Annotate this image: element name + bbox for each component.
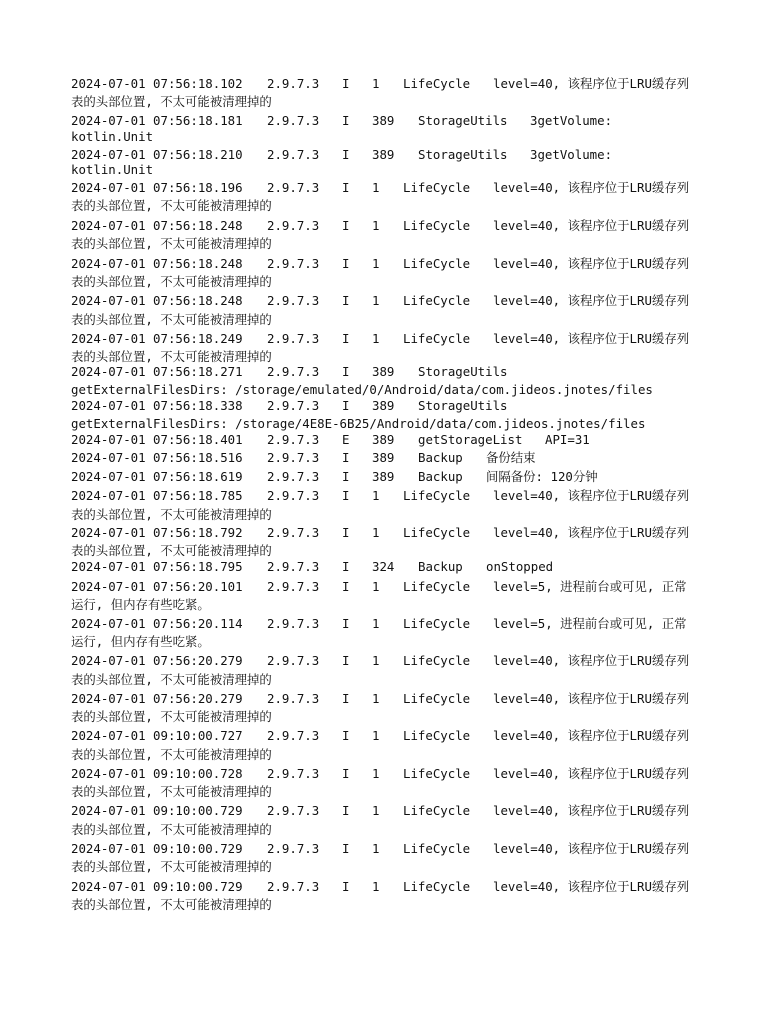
log-level: I	[342, 616, 350, 631]
log-message-continuation: 表的头部位置, 不太可能被清理掉的	[71, 747, 272, 762]
log-version: 2.9.7.3	[267, 559, 320, 574]
log-version: 2.9.7.3	[267, 616, 320, 631]
log-message-continuation: getExternalFilesDirs: /storage/emulated/0/Android/data/com.jideos.jnotes/files	[71, 382, 653, 397]
log-entry-continuation	[71, 235, 272, 253]
log-message-continuation: 表的头部位置, 不太可能被清理掉的	[71, 543, 272, 558]
log-entry-continuation	[71, 161, 154, 179]
log-level: I	[342, 728, 350, 743]
log-level: I	[342, 766, 350, 781]
log-version: 2.9.7.3	[267, 653, 320, 668]
log-message-continuation: 表的头部位置, 不太可能被清理掉的	[71, 198, 272, 213]
log-level: I	[342, 450, 350, 465]
log-pid: 1	[372, 579, 380, 594]
log-entry-header	[71, 487, 690, 505]
log-tag: StorageUtils	[418, 398, 508, 413]
log-level: I	[342, 180, 350, 195]
log-timestamp: 2024-07-01 07:56:18.248	[71, 293, 243, 308]
log-pid: 1	[372, 766, 380, 781]
log-tag: StorageUtils	[418, 113, 508, 128]
log-message-continuation: 表的头部位置, 不太可能被清理掉的	[71, 507, 272, 522]
log-version: 2.9.7.3	[267, 113, 320, 128]
log-pid: 1	[372, 616, 380, 631]
log-tag: LifeCycle	[403, 691, 471, 706]
log-pid: 1	[372, 525, 380, 540]
log-message: level=40, 该程序位于LRU缓存列	[493, 331, 690, 346]
log-level: I	[342, 579, 350, 594]
log-entry-continuation	[71, 671, 272, 689]
log-pid: 1	[372, 331, 380, 346]
log-entry-header	[71, 292, 690, 310]
log-message-continuation: kotlin.Unit	[71, 129, 154, 144]
log-entry-header	[71, 840, 690, 858]
log-level: E	[342, 432, 350, 447]
log-version: 2.9.7.3	[267, 579, 320, 594]
log-timestamp: 2024-07-01 07:56:18.249	[71, 331, 243, 346]
log-entry-header	[71, 558, 554, 576]
log-tag: LifeCycle	[403, 879, 471, 894]
log-entry-header	[71, 727, 690, 745]
log-message-continuation: 表的头部位置, 不太可能被清理掉的	[71, 236, 272, 251]
log-pid: 1	[372, 691, 380, 706]
log-entry-header	[71, 75, 690, 93]
log-message: level=40, 该程序位于LRU缓存列	[493, 256, 690, 271]
log-timestamp: 2024-07-01 07:56:18.181	[71, 113, 243, 128]
log-level: I	[342, 488, 350, 503]
log-message: level=40, 该程序位于LRU缓存列	[493, 728, 690, 743]
log-tag: LifeCycle	[403, 728, 471, 743]
log-level: I	[342, 147, 350, 162]
log-version: 2.9.7.3	[267, 488, 320, 503]
log-timestamp: 2024-07-01 09:10:00.729	[71, 803, 243, 818]
log-message: level=40, 该程序位于LRU缓存列	[493, 879, 690, 894]
log-message-continuation: 表的头部位置, 不太可能被清理掉的	[71, 274, 272, 289]
log-message: level=40, 该程序位于LRU缓存列	[493, 293, 690, 308]
log-tag: Backup	[418, 450, 463, 465]
log-timestamp: 2024-07-01 07:56:18.210	[71, 147, 243, 162]
log-timestamp: 2024-07-01 07:56:18.619	[71, 469, 243, 484]
log-timestamp: 2024-07-01 07:56:18.271	[71, 364, 243, 379]
log-timestamp: 2024-07-01 07:56:20.279	[71, 691, 243, 706]
log-tag: StorageUtils	[418, 147, 508, 162]
log-entry-continuation	[71, 311, 272, 329]
log-level: I	[342, 525, 350, 540]
log-version: 2.9.7.3	[267, 728, 320, 743]
log-level: I	[342, 113, 350, 128]
log-timestamp: 2024-07-01 07:56:20.114	[71, 616, 243, 631]
log-timestamp: 2024-07-01 09:10:00.729	[71, 879, 243, 894]
log-tag: LifeCycle	[403, 841, 471, 856]
log-message: level=40, 该程序位于LRU缓存列	[493, 653, 690, 668]
log-pid: 389	[372, 469, 395, 484]
log-message: level=40, 该程序位于LRU缓存列	[493, 766, 690, 781]
log-level: I	[342, 76, 350, 91]
log-tag: LifeCycle	[403, 76, 471, 91]
log-timestamp: 2024-07-01 07:56:20.279	[71, 653, 243, 668]
log-tag: getStorageList	[418, 432, 523, 447]
log-message: level=40, 该程序位于LRU缓存列	[493, 841, 690, 856]
log-tag: LifeCycle	[403, 256, 471, 271]
log-pid: 1	[372, 488, 380, 503]
log-timestamp: 2024-07-01 07:56:18.795	[71, 559, 243, 574]
log-entry-header	[71, 802, 690, 820]
log-level: I	[342, 691, 350, 706]
log-pid: 389	[372, 147, 395, 162]
log-version: 2.9.7.3	[267, 766, 320, 781]
log-level: I	[342, 803, 350, 818]
log-entry-header	[71, 179, 690, 197]
log-message-continuation: 表的头部位置, 不太可能被清理掉的	[71, 822, 272, 837]
log-entry-header	[71, 878, 690, 896]
log-message: level=40, 该程序位于LRU缓存列	[493, 488, 690, 503]
log-message-continuation: 运行, 但内存有些吃紧。	[71, 597, 210, 612]
log-pid: 1	[372, 879, 380, 894]
log-message: onStopped	[486, 559, 554, 574]
log-message-continuation: 表的头部位置, 不太可能被清理掉的	[71, 94, 272, 109]
log-level: I	[342, 331, 350, 346]
log-version: 2.9.7.3	[267, 450, 320, 465]
log-message-continuation: 表的头部位置, 不太可能被清理掉的	[71, 709, 272, 724]
log-timestamp: 2024-07-01 07:56:18.102	[71, 76, 243, 91]
log-pid: 389	[372, 364, 395, 379]
log-entry-header	[71, 330, 690, 348]
log-message-continuation: 运行, 但内存有些吃紧。	[71, 634, 210, 649]
log-message: level=40, 该程序位于LRU缓存列	[493, 525, 690, 540]
log-message-continuation: kotlin.Unit	[71, 162, 154, 177]
log-entry-header	[71, 615, 687, 633]
log-message: level=5, 进程前台或可见, 正常	[493, 616, 687, 631]
log-entry-continuation	[71, 128, 154, 146]
log-level: I	[342, 559, 350, 574]
log-entry-header	[71, 690, 690, 708]
log-entry-continuation	[71, 273, 272, 291]
log-entry-continuation	[71, 896, 272, 914]
log-tag: LifeCycle	[403, 293, 471, 308]
log-entry-continuation	[71, 633, 210, 651]
log-level: I	[342, 398, 350, 413]
log-level: I	[342, 293, 350, 308]
log-entry-header	[71, 397, 508, 415]
log-version: 2.9.7.3	[267, 841, 320, 856]
log-pid: 1	[372, 218, 380, 233]
log-message-continuation: 表的头部位置, 不太可能被清理掉的	[71, 312, 272, 327]
log-entry-continuation	[71, 783, 272, 801]
log-tag: LifeCycle	[403, 766, 471, 781]
log-pid: 1	[372, 728, 380, 743]
log-entry-header	[71, 652, 690, 670]
log-timestamp: 2024-07-01 07:56:18.338	[71, 398, 243, 413]
log-pid: 1	[372, 256, 380, 271]
log-version: 2.9.7.3	[267, 293, 320, 308]
log-level: I	[342, 841, 350, 856]
log-tag: LifeCycle	[403, 525, 471, 540]
log-tag: LifeCycle	[403, 218, 471, 233]
log-tag: LifeCycle	[403, 803, 471, 818]
log-version: 2.9.7.3	[267, 691, 320, 706]
log-message: 备份结束	[486, 450, 536, 465]
log-version: 2.9.7.3	[267, 803, 320, 818]
log-entry-header	[71, 468, 598, 486]
log-timestamp: 2024-07-01 07:56:18.516	[71, 450, 243, 465]
log-message: level=40, 该程序位于LRU缓存列	[493, 180, 690, 195]
log-pid: 1	[372, 76, 380, 91]
log-entry-header	[71, 524, 690, 542]
log-message: API=31	[545, 432, 590, 447]
log-entry-continuation	[71, 821, 272, 839]
log-timestamp: 2024-07-01 07:56:18.248	[71, 256, 243, 271]
log-entry-continuation	[71, 93, 272, 111]
log-version: 2.9.7.3	[267, 76, 320, 91]
log-entry-header	[71, 363, 508, 381]
log-entry-continuation	[71, 506, 272, 524]
log-pid: 389	[372, 432, 395, 447]
log-message-continuation: 表的头部位置, 不太可能被清理掉的	[71, 897, 272, 912]
log-timestamp: 2024-07-01 07:56:20.101	[71, 579, 243, 594]
log-version: 2.9.7.3	[267, 364, 320, 379]
log-tag: StorageUtils	[418, 364, 508, 379]
log-pid: 389	[372, 450, 395, 465]
log-level: I	[342, 364, 350, 379]
log-timestamp: 2024-07-01 09:10:00.728	[71, 766, 243, 781]
log-level: I	[342, 256, 350, 271]
log-message: level=40, 该程序位于LRU缓存列	[493, 218, 690, 233]
log-level: I	[342, 653, 350, 668]
log-pid: 324	[372, 559, 395, 574]
log-entry-header	[71, 765, 690, 783]
log-pid: 389	[372, 113, 395, 128]
log-pid: 1	[372, 841, 380, 856]
log-version: 2.9.7.3	[267, 879, 320, 894]
log-entry-continuation	[71, 596, 210, 614]
log-version: 2.9.7.3	[267, 432, 320, 447]
log-tag: LifeCycle	[403, 331, 471, 346]
log-tag: LifeCycle	[403, 616, 471, 631]
log-message: level=40, 该程序位于LRU缓存列	[493, 803, 690, 818]
log-pid: 1	[372, 803, 380, 818]
log-entry-header	[71, 255, 690, 273]
log-timestamp: 2024-07-01 09:10:00.729	[71, 841, 243, 856]
log-message-continuation: 表的头部位置, 不太可能被清理掉的	[71, 349, 272, 364]
log-version: 2.9.7.3	[267, 180, 320, 195]
log-message: 3getVolume:	[530, 113, 613, 128]
log-entry-header	[71, 217, 690, 235]
log-entry-header	[71, 431, 590, 449]
log-message-continuation: 表的头部位置, 不太可能被清理掉的	[71, 784, 272, 799]
log-message-continuation: 表的头部位置, 不太可能被清理掉的	[71, 672, 272, 687]
log-entry-continuation	[71, 858, 272, 876]
log-pid: 1	[372, 653, 380, 668]
log-pid: 1	[372, 293, 380, 308]
log-tag: LifeCycle	[403, 653, 471, 668]
log-version: 2.9.7.3	[267, 469, 320, 484]
log-entry-continuation	[71, 197, 272, 215]
log-entry-header	[71, 578, 687, 596]
log-message-continuation: 表的头部位置, 不太可能被清理掉的	[71, 859, 272, 874]
log-tag: Backup	[418, 469, 463, 484]
log-version: 2.9.7.3	[267, 218, 320, 233]
log-level: I	[342, 879, 350, 894]
log-tag: Backup	[418, 559, 463, 574]
log-level: I	[342, 469, 350, 484]
log-message: level=40, 该程序位于LRU缓存列	[493, 691, 690, 706]
log-timestamp: 2024-07-01 09:10:00.727	[71, 728, 243, 743]
log-message: 3getVolume:	[530, 147, 613, 162]
log-tag: LifeCycle	[403, 488, 471, 503]
log-version: 2.9.7.3	[267, 398, 320, 413]
log-version: 2.9.7.3	[267, 256, 320, 271]
log-tag: LifeCycle	[403, 180, 471, 195]
log-message-continuation: getExternalFilesDirs: /storage/4E8E-6B25/Android/data/com.jideos.jnotes/files	[71, 416, 646, 431]
log-timestamp: 2024-07-01 07:56:18.401	[71, 432, 243, 447]
log-pid: 1	[372, 180, 380, 195]
log-timestamp: 2024-07-01 07:56:18.792	[71, 525, 243, 540]
log-timestamp: 2024-07-01 07:56:18.196	[71, 180, 243, 195]
log-tag: LifeCycle	[403, 579, 471, 594]
log-entry-header	[71, 449, 536, 467]
log-version: 2.9.7.3	[267, 525, 320, 540]
log-message: 间隔备份: 120分钟	[486, 469, 598, 484]
log-entry-continuation	[71, 708, 272, 726]
log-timestamp: 2024-07-01 07:56:18.785	[71, 488, 243, 503]
log-entry-continuation	[71, 746, 272, 764]
log-message: level=5, 进程前台或可见, 正常	[493, 579, 687, 594]
log-version: 2.9.7.3	[267, 147, 320, 162]
log-version: 2.9.7.3	[267, 331, 320, 346]
log-level: I	[342, 218, 350, 233]
log-timestamp: 2024-07-01 07:56:18.248	[71, 218, 243, 233]
log-message: level=40, 该程序位于LRU缓存列	[493, 76, 690, 91]
log-pid: 389	[372, 398, 395, 413]
